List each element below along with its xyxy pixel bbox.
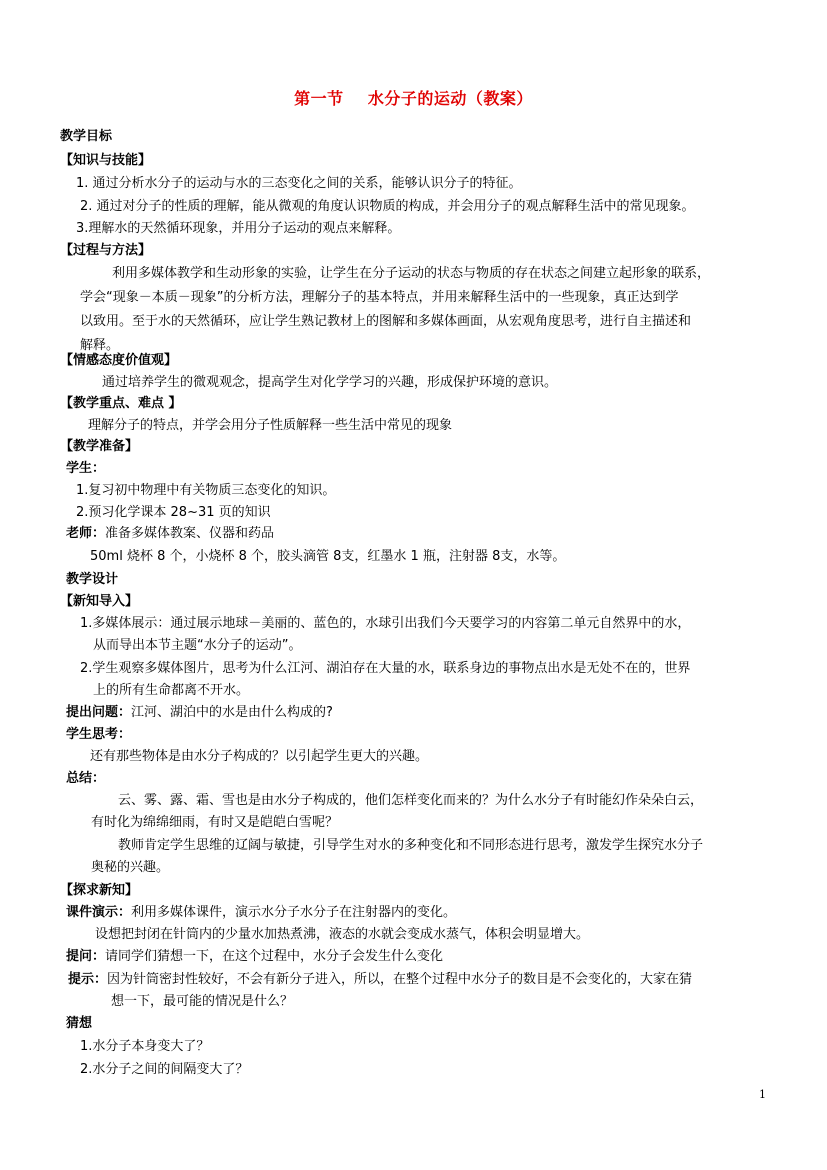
text-line: [68, 971, 692, 989]
line-text: 有时化为绵绵细雨，有时又是皑皑白雪呢？: [91, 815, 339, 830]
line-text: 云、雾、露、霜、雪也是由水分子构成的，他们怎样变化而来的？为什么水分子有时能幻作朵朵白云，: [118, 793, 704, 808]
section-label: 【过程与方法】: [60, 243, 152, 258]
section-label: 教学目标: [60, 129, 113, 144]
section-label: 提示：: [68, 972, 108, 987]
text-line: [118, 792, 703, 810]
line-text: 通过培养学生的微观观念，提高学生对化学学习的兴趣，形成保护环境的意识。: [102, 375, 558, 390]
line-text: 1.多媒体展示：通过展示地球－美丽的、蓝色的，水球引出我们今天要学习的内容第二单元自然界中的水，: [80, 616, 691, 631]
text-line: [66, 1015, 92, 1033]
text-line: [60, 438, 138, 456]
line-text: 奥秘的兴趣。: [91, 860, 170, 875]
text-line: [90, 748, 428, 766]
text-line: [60, 242, 151, 260]
text-line: [80, 615, 690, 633]
text-line: [66, 704, 333, 722]
section-label: 教学设计: [66, 572, 119, 587]
section-label: 学生思考：: [66, 727, 132, 742]
text-line: [80, 198, 695, 216]
text-line: [80, 289, 678, 307]
line-text: 1. 通过分析水分子的运动与水的三态变化之间的关系，能够认识分子的特征。: [76, 176, 522, 191]
text-line: [60, 352, 177, 370]
text-line: [66, 571, 118, 589]
line-text: 利用多媒体课件，演示水分子水分子在注射器内的变化。: [131, 905, 457, 920]
section-label: 【新知导入】: [60, 594, 139, 609]
section-label: 课件演示：: [66, 905, 132, 920]
text-line: [60, 395, 182, 413]
text-line: [93, 637, 301, 655]
section-label: 【教学重点、难点 】: [60, 396, 182, 411]
section-label: 学生：: [66, 461, 106, 476]
line-text: 因为针筒密封性较好，不会有新分子进入，所以，在整个过程中水分子的数目是不会变化的，大家在猜: [107, 972, 693, 987]
text-line: [60, 882, 138, 900]
line-text: 江河、湖泊中的水是由什么构成的?: [131, 705, 333, 720]
line-text: 1.复习初中物理中有关物质三态变化的知识。: [76, 483, 336, 498]
line-text: 还有那些物体是由水分子构成的？以引起学生更大的兴趣。: [90, 749, 429, 764]
line-text: 解释。: [80, 338, 120, 353]
text-line: [76, 482, 335, 500]
text-line: [60, 128, 112, 146]
line-text: 学会“现象－本质－现象”的分析方法，理解分子的基本特点，并用来解释生活中的一些现象，真正达到学: [80, 290, 679, 305]
line-text: 教师肯定学生思维的辽阔与敏捷，引导学生对水的多种变化和不同形态进行思考，激发学生探究水分子: [118, 838, 704, 853]
text-line: [66, 770, 105, 788]
text-line: [112, 265, 710, 283]
text-line: [102, 374, 557, 392]
text-line: [76, 504, 271, 522]
text-line: [90, 548, 565, 566]
page-title: 第一节 水分子的运动（教案）: [294, 89, 533, 108]
text-line: [88, 417, 452, 435]
line-text: 50ml 烧杯 8 个，小烧杯 8 个，胶头滴管 8支，红墨水 1 瓶，注射器 8支，水等。: [90, 549, 566, 564]
line-text: 2. 通过对分子的性质的理解，能从微观的角度认识物质的构成，并会用分子的观点解释生活中的常见现象。: [80, 199, 695, 214]
text-line: [66, 904, 456, 922]
page-number: 1: [759, 1088, 766, 1101]
text-line: [95, 926, 589, 944]
line-text: 以致用。至于水的天然循环，应让学生熟记教材上的图解和多媒体画面，从宏观角度思考，进行自主描述和: [80, 314, 692, 329]
text-line: [76, 220, 400, 238]
line-text: 理解分子的特点，并学会用分子性质解释一些生活中常见的现象: [88, 418, 453, 433]
section-label: 【教学准备】: [60, 439, 139, 454]
text-line: [76, 175, 522, 193]
line-text: 准备多媒体教案、仪器和药品: [105, 526, 275, 541]
line-text: 2.预习化学课本 28~31 页的知识: [76, 505, 271, 520]
line-text: 想一下，最可能的情况是什么？: [111, 994, 294, 1009]
text-line: [91, 814, 338, 832]
text-line: [118, 837, 703, 855]
text-line: [60, 152, 151, 170]
text-line: [66, 948, 443, 966]
line-text: 利用多媒体教学和生动形象的实验，让学生在分子运动的状态与物质的存在状态之间建立起形象的联系，: [112, 266, 711, 281]
text-line: [91, 859, 169, 877]
text-line: [66, 460, 105, 478]
text-line: [80, 1038, 209, 1056]
text-line: [93, 682, 249, 700]
section-label: 老师：: [66, 526, 106, 541]
text-line: [111, 993, 293, 1011]
line-text: 1.水分子本身变大了？: [80, 1039, 210, 1054]
line-text: 3.理解水的天然循环现象，并用分子运动的观点来解释。: [76, 221, 401, 236]
text-line: [80, 660, 690, 678]
section-label: 总结：: [66, 771, 106, 786]
text-line: [66, 525, 274, 543]
section-label: 猜想: [66, 1016, 93, 1031]
line-text: 从而导出本节主题“水分子的运动”。: [93, 638, 302, 653]
line-text: 2.学生观察多媒体图片，思考为什么江河、湖泊存在大量的水，联系身边的事物点出水是无处不在的，世界: [80, 661, 691, 676]
text-line: [80, 313, 691, 331]
line-text: 请同学们猜想一下，在这个过程中，水分子会发生什么变化: [105, 949, 444, 964]
section-label: 提出问题：: [66, 705, 132, 720]
section-label: 【知识与技能】: [60, 153, 152, 168]
section-label: 【探求新知】: [60, 883, 139, 898]
section-label: 【情感态度价值观】: [60, 353, 178, 368]
line-text: 2.水分子之间的间隔变大了？: [80, 1062, 249, 1077]
line-text: 设想把封闭在针筒内的少量水加热煮沸，液态的水就会变成水蒸气，体积会明显增大。: [95, 927, 590, 942]
text-line: [80, 1061, 248, 1079]
section-label: 提问：: [66, 949, 106, 964]
line-text: 上的所有生命都离不开水。: [93, 683, 250, 698]
text-line: [60, 593, 138, 611]
text-line: [66, 726, 131, 744]
